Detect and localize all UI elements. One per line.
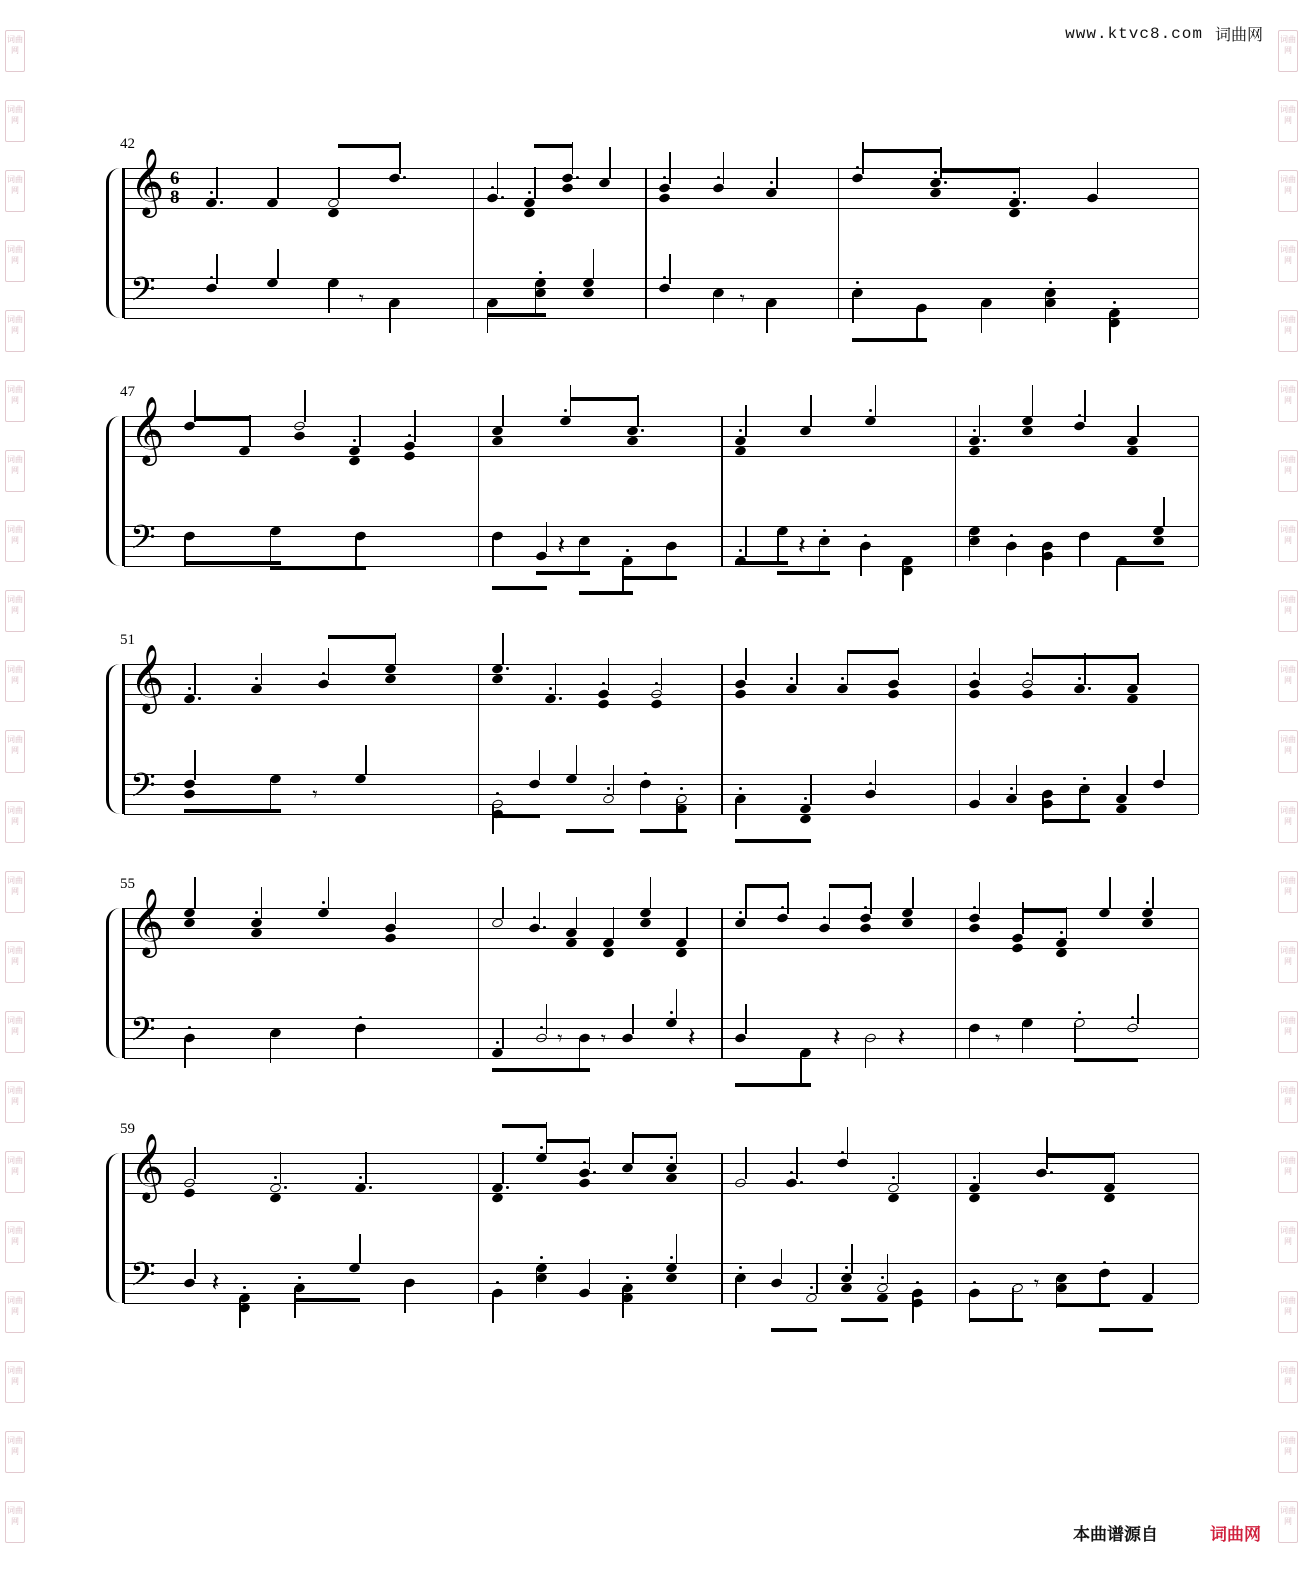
watermark-mark: 词曲网: [5, 170, 25, 212]
note-stem: [1079, 536, 1081, 566]
staff-line: [124, 1303, 1198, 1304]
measure-bass: [96, 278, 1170, 318]
staccato-dot: [1026, 672, 1029, 675]
measure-treble: [96, 908, 1170, 948]
treble-chord-note: [327, 207, 340, 218]
measure-treble: [96, 664, 1170, 704]
watermark-mark: 词曲网: [5, 801, 25, 843]
staff-line: [124, 1193, 1198, 1194]
eighth-rest: 𝄾: [358, 286, 365, 310]
watermark-mark: 词曲网: [1278, 1431, 1298, 1473]
treble-chord-note: [1020, 688, 1033, 699]
beam: [492, 814, 540, 818]
staccato-dot: [670, 1256, 673, 1259]
note-stem: [1099, 1273, 1101, 1303]
beam: [640, 829, 688, 833]
staccato-dot: [540, 1256, 543, 1259]
treble-clef: 𝄞: [130, 643, 165, 711]
watermark-mark: 词曲网: [1278, 871, 1298, 913]
note-stem: [1032, 385, 1034, 417]
beam: [502, 1124, 546, 1128]
staccato-dot: [1131, 1016, 1134, 1019]
watermark-mark: 词曲网: [5, 1151, 25, 1193]
note-stem: [912, 877, 914, 909]
note-stem: [979, 405, 981, 437]
staff-line: [124, 1058, 1198, 1059]
watermark-mark: 词曲网: [1278, 1081, 1298, 1123]
staccato-dot: [1060, 931, 1063, 934]
note-stem: [676, 989, 678, 1019]
treble-chord-note: [602, 947, 615, 958]
treble-chord-note: [968, 688, 981, 699]
staccato-dot: [1078, 414, 1081, 417]
measure-number: 42: [120, 136, 135, 152]
measure-number: 51: [120, 632, 135, 648]
footer-source-label: 本曲谱源自: [1073, 1525, 1158, 1545]
beam: [940, 169, 1019, 173]
note-stem: [1032, 648, 1034, 680]
barline: [1198, 908, 1199, 1058]
watermark-mark: 词曲网: [5, 520, 25, 562]
note-stem: [570, 385, 572, 417]
beam: [546, 1139, 590, 1143]
note-stem: [328, 877, 330, 909]
note-stem: [1006, 546, 1008, 576]
watermark-mark: 词曲网: [1278, 660, 1298, 702]
beam: [579, 591, 633, 595]
bass-clef: 𝄢: [130, 271, 156, 317]
treble-clef: 𝄞: [130, 1132, 165, 1200]
bass-chord-note: [1115, 803, 1128, 814]
watermark-mark: 词曲网: [5, 1291, 25, 1333]
barline: [1198, 168, 1199, 318]
watermark-mark: 词曲网: [1278, 450, 1298, 492]
beam: [1042, 819, 1090, 823]
staccato-dot: [539, 271, 542, 274]
staccato-dot: [1049, 281, 1052, 284]
treble-note: [1035, 1167, 1048, 1178]
note-stem: [1012, 1288, 1014, 1318]
eighth-rest: 𝄾: [739, 286, 745, 310]
note-stem: [1022, 1023, 1024, 1053]
note-stem: [1022, 902, 1024, 934]
treble-chord-note: [1126, 693, 1139, 704]
note-stem: [650, 877, 652, 909]
note-stem: [969, 531, 971, 561]
barline: [1198, 416, 1199, 566]
staccato-dot: [564, 409, 567, 412]
treble-chord-note: [1141, 917, 1154, 928]
watermark-mark: 词曲网: [5, 1501, 25, 1543]
site-url: www.ktvc8.com: [1065, 24, 1203, 43]
augmentation-dot: [1050, 1171, 1053, 1174]
watermark-mark: 词曲网: [1278, 1291, 1298, 1333]
staccato-dot: [973, 906, 976, 909]
note-stem: [1126, 765, 1128, 795]
note-stem: [277, 249, 279, 279]
note-stem: [1152, 877, 1154, 909]
watermark-mark: 词曲网: [1278, 30, 1298, 72]
watermark-mark: 词曲网: [1278, 1151, 1298, 1193]
beam: [862, 149, 941, 153]
watermark-mark: 词曲网: [5, 310, 25, 352]
watermark-mark: 词曲网: [1278, 590, 1298, 632]
staff-line: [124, 208, 1198, 209]
watermark-mark: 词曲网: [5, 100, 25, 142]
note-stem: [1084, 390, 1086, 422]
bass-note: [1152, 525, 1165, 536]
watermark-mark: 词曲网: [5, 590, 25, 632]
staccato-dot: [1010, 534, 1013, 537]
staccato-dot: [869, 409, 872, 412]
staccato-dot: [1013, 191, 1016, 194]
quarter-rest: 𝄽: [832, 1023, 841, 1053]
beam: [536, 571, 590, 575]
watermark-mark: 词曲网: [5, 730, 25, 772]
augmentation-dot: [1088, 687, 1091, 690]
beam: [1074, 1058, 1138, 1062]
note-stem: [1152, 1264, 1154, 1294]
bass-note: [1126, 1022, 1139, 1033]
staff-line: [124, 318, 1198, 319]
measure-bass: [96, 774, 1170, 814]
beam: [771, 1328, 817, 1332]
bass-clef: 𝄢: [130, 1256, 156, 1302]
treble-clef: 𝄞: [130, 395, 165, 463]
watermark-mark: 词曲网: [1278, 730, 1298, 772]
watermark-mark: 词曲网: [1278, 941, 1298, 983]
watermark-mark: 词曲网: [5, 941, 25, 983]
beam: [1032, 655, 1086, 659]
bass-note: [1141, 1292, 1154, 1303]
beam: [492, 586, 546, 590]
watermark-mark: 词曲网: [1278, 100, 1298, 142]
quarter-rest: 𝄽: [211, 1268, 220, 1298]
beam: [1084, 655, 1138, 659]
treble-chord-note: [968, 1192, 981, 1203]
note-stem: [576, 745, 578, 775]
note-stem: [916, 308, 918, 338]
watermark-mark: 词曲网: [1278, 1501, 1298, 1543]
watermark-mark: 词曲网: [5, 1431, 25, 1473]
treble-chord-note: [348, 455, 361, 466]
measure-bass: [96, 1263, 1170, 1303]
treble-clef: 𝄞: [130, 147, 165, 215]
staccato-dot: [1078, 677, 1081, 680]
staccato-dot: [973, 672, 976, 675]
treble-chord-note: [1020, 425, 1033, 436]
staccato-dot: [1083, 777, 1086, 780]
bass-note: [1004, 793, 1017, 804]
note-stem: [365, 745, 367, 775]
watermark-mark: 词曲网: [1278, 170, 1298, 212]
watermark-mark: 词曲网: [5, 380, 25, 422]
beam: [338, 144, 400, 148]
measure-number: 55: [120, 876, 135, 892]
beam: [735, 839, 811, 843]
watermark-mark: 词曲网: [5, 871, 25, 913]
watermark-mark: 词曲网: [5, 240, 25, 282]
beam: [328, 635, 396, 639]
beam: [270, 566, 367, 570]
note-stem: [981, 303, 983, 333]
beam: [829, 884, 872, 888]
eighth-rest: 𝄾: [1033, 1271, 1040, 1295]
treble-chord-note: [929, 187, 942, 198]
beam: [1116, 561, 1164, 565]
treble-note: [968, 678, 981, 689]
augmentation-dot: [983, 439, 986, 442]
watermark-mark: 词曲网: [1278, 1011, 1298, 1053]
eighth-rest: 𝄾: [557, 1026, 563, 1050]
staccato-dot: [1078, 1011, 1081, 1014]
quarter-rest: 𝄽: [687, 1023, 696, 1053]
measure-treble: [96, 1153, 1170, 1193]
treble-chord-note: [886, 1192, 899, 1203]
augmentation-dot: [944, 181, 947, 184]
watermark-mark: 词曲网: [5, 1081, 25, 1123]
quarter-rest: 𝄽: [797, 531, 806, 561]
note-stem: [1079, 789, 1081, 819]
note-stem: [1046, 1137, 1048, 1169]
staccato-dot: [1113, 301, 1116, 304]
beam: [622, 576, 676, 580]
staccato-dot: [1010, 787, 1013, 790]
treble-note: [1055, 937, 1068, 948]
staccato-dot: [856, 281, 859, 284]
watermark-mark: 词曲网: [5, 1011, 25, 1053]
beam: [632, 1134, 676, 1138]
staff-line: [124, 948, 1198, 949]
staccato-dot: [322, 901, 325, 904]
note-stem: [1163, 497, 1165, 527]
staff-line: [124, 814, 1198, 815]
treble-note: [968, 1182, 981, 1193]
note-stem: [875, 385, 877, 417]
beam: [745, 884, 788, 888]
staccato-dot: [670, 1011, 673, 1014]
note-stem: [862, 142, 864, 174]
note-stem: [979, 770, 981, 800]
watermark-mark: 词曲网: [1278, 1361, 1298, 1403]
measure-bass: [96, 526, 1170, 566]
treble-note: [1126, 435, 1139, 446]
note-stem: [1109, 877, 1111, 909]
treble-note: [1011, 932, 1024, 943]
measure-treble: [96, 416, 1170, 456]
note-stem: [1074, 1023, 1076, 1053]
barline: [1198, 664, 1199, 814]
staccato-dot: [934, 171, 937, 174]
watermark-mark: 词曲网: [1278, 380, 1298, 422]
beam: [735, 1083, 811, 1087]
note-stem: [1097, 162, 1099, 194]
treble-chord-note: [523, 207, 536, 218]
treble-note: [968, 912, 981, 923]
treble-clef: 𝄞: [130, 887, 165, 955]
treble-chord-note: [1011, 942, 1024, 953]
beam: [1099, 1328, 1153, 1332]
note-stem: [1116, 561, 1118, 591]
footer-brand: 词曲网: [1210, 1525, 1261, 1545]
watermark-mark: 词曲网: [1278, 310, 1298, 352]
note-stem: [1137, 994, 1139, 1024]
eighth-rest: 𝄾: [995, 1026, 1001, 1050]
quarter-rest: 𝄽: [897, 1023, 906, 1053]
beam: [536, 1068, 590, 1072]
staccato-dot: [540, 1146, 543, 1149]
beam: [847, 650, 899, 654]
watermark-mark: 词曲网: [5, 1361, 25, 1403]
beam: [1056, 1303, 1110, 1307]
staccato-dot: [973, 1176, 976, 1179]
staccato-dot: [973, 1281, 976, 1284]
augmentation-dot: [1023, 201, 1026, 204]
watermark-mark: 词曲网: [5, 30, 25, 72]
note-stem: [676, 1234, 678, 1264]
measure-number: 59: [120, 1121, 135, 1137]
treble-note: [1086, 192, 1099, 203]
treble-note: [1007, 197, 1020, 208]
beam: [852, 338, 927, 342]
note-stem: [979, 882, 981, 914]
note-stem: [1137, 405, 1139, 437]
site-footer: [1073, 1520, 1261, 1545]
treble-note: [1098, 907, 1111, 918]
note-stem: [593, 249, 595, 279]
note-stem: [1042, 546, 1044, 576]
treble-chord-note: [968, 445, 981, 456]
treble-note: [1141, 907, 1154, 918]
treble-note: [1103, 1182, 1116, 1193]
staff-line: [124, 456, 1198, 457]
treble-chord-note: [491, 1192, 504, 1203]
watermark-mark: 词曲网: [1278, 1221, 1298, 1263]
note-stem: [194, 877, 196, 909]
beam: [570, 397, 639, 401]
beam: [1046, 1154, 1115, 1158]
bass-clef: 𝄢: [130, 767, 156, 813]
treble-chord-note: [1126, 445, 1139, 456]
watermark-mark: 词曲网: [5, 660, 25, 702]
treble-note: [1020, 415, 1033, 426]
treble-chord-note: [1103, 1192, 1116, 1203]
site-name: 词曲网: [1214, 25, 1263, 44]
eighth-rest: 𝄾: [600, 1026, 607, 1050]
note-stem: [1045, 293, 1047, 323]
treble-chord-note: [1007, 207, 1020, 218]
treble-note: [1020, 678, 1033, 689]
bass-chord-note: [1152, 535, 1165, 546]
beam: [566, 829, 614, 833]
watermark-mark: 词曲网: [5, 450, 25, 492]
note-stem: [979, 648, 981, 680]
measure-bass: [96, 1018, 1170, 1058]
treble-note: [1126, 683, 1139, 694]
treble-chord-note: [968, 922, 981, 933]
note-stem: [852, 293, 854, 323]
treble-note: [1073, 420, 1086, 431]
time-signature-treble: 6 8: [170, 168, 180, 208]
measure-number: 47: [120, 384, 135, 400]
bass-note: [1152, 778, 1165, 789]
bass-clef: 𝄢: [130, 519, 156, 565]
beam: [969, 1318, 1023, 1322]
note-stem: [1109, 313, 1111, 343]
note-stem: [1016, 765, 1018, 795]
bass-note: [968, 798, 981, 809]
treble-note: [1073, 683, 1086, 694]
note-stem: [979, 1152, 981, 1184]
beam: [777, 571, 830, 575]
beam: [1022, 909, 1066, 913]
treble-note: [929, 177, 942, 188]
treble-chord-note: [269, 1192, 282, 1203]
bass-note: [1115, 793, 1128, 804]
note-stem: [359, 1234, 361, 1264]
staccato-dot: [1146, 901, 1149, 904]
staccato-dot: [973, 429, 976, 432]
quarter-rest: 𝄽: [557, 531, 566, 561]
treble-chord-note: [675, 947, 688, 958]
beam: [534, 144, 572, 148]
staccato-dot: [856, 166, 859, 169]
note-stem: [1163, 750, 1165, 780]
beam: [841, 1318, 887, 1322]
watermark-mark: 词曲网: [1278, 240, 1298, 282]
note-stem: [502, 633, 504, 665]
treble-note: [851, 172, 864, 183]
watermark-mark: 词曲网: [5, 1221, 25, 1263]
measure-treble: [96, 168, 1170, 208]
note-stem: [969, 1028, 971, 1058]
watermark-mark: 词曲网: [1278, 801, 1298, 843]
eighth-rest: 𝄾: [312, 782, 318, 806]
treble-note: [968, 435, 981, 446]
bass-clef: 𝄢: [130, 1011, 156, 1057]
treble-chord-note: [1055, 947, 1068, 958]
staccato-dot: [1103, 1261, 1106, 1264]
barline: [1198, 1153, 1199, 1303]
bass-chord-note: [799, 813, 812, 824]
watermark-mark: 词曲网: [1278, 520, 1298, 562]
